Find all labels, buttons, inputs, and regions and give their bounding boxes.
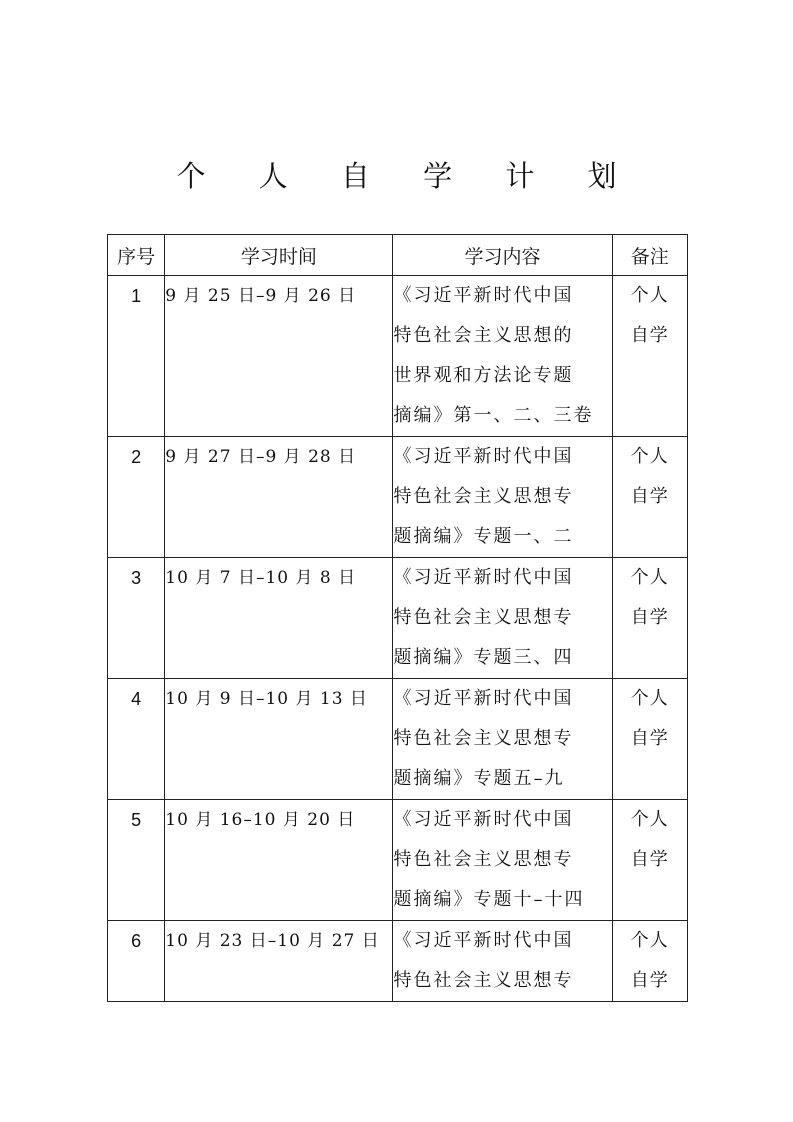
row-note [612,921,687,1002]
note-line: 自学 [630,728,669,749]
note-line: 自学 [630,849,669,870]
content-line: 题摘编》专题一、二 [393,526,574,547]
note-line: 自学 [630,325,669,346]
note-line: 个人 [630,567,669,588]
note-line: 个人 [630,930,669,951]
row-seq: 5 [108,800,165,921]
content-line: 特色社会主义思想的 [393,325,574,346]
table-row [108,800,688,921]
row-content [393,558,612,679]
row-content [393,276,612,437]
content-line: 《习近平新时代中国 [393,688,574,709]
note-line: 自学 [630,486,669,507]
content-line: 特色社会主义思想专 [393,728,574,749]
header-time: 学习时间 [165,235,393,276]
row-seq: 1 [108,276,165,437]
table-row [108,558,688,679]
row-seq: 2 [108,437,165,558]
content-line: 《习近平新时代中国 [393,930,574,951]
note-line: 自学 [630,607,669,628]
row-time: 10 月 16–10 月 20 日 [165,800,393,921]
row-seq: 6 [108,921,165,1002]
row-note [612,800,687,921]
page-title: 个 人 自 学 计 划 [176,159,639,193]
row-time: 9 月 27 日–9 月 28 日 [165,437,393,558]
content-line: 题摘编》专题十–十四 [393,889,585,910]
table-row [108,437,688,558]
row-time: 10 月 23 日–10 月 27 日 [165,921,393,1002]
note-line: 个人 [630,285,669,306]
study-plan-table [107,234,688,1002]
content-line: 题摘编》专题五–九 [393,768,565,789]
header-note: 备注 [612,235,687,276]
row-content [393,921,612,1002]
row-time: 10 月 9 日–10 月 13 日 [165,679,393,800]
row-note [612,437,687,558]
table-row [108,921,688,1002]
row-time: 9 月 25 日–9 月 26 日 [165,276,393,437]
content-line: 特色社会主义思想专 [393,849,574,870]
row-content [393,679,612,800]
content-line: 世界观和方法论专题 [393,365,574,386]
note-line: 个人 [630,446,669,467]
row-time: 10 月 7 日–10 月 8 日 [165,558,393,679]
content-line: 特色社会主义思想专 [393,607,574,628]
header-content: 学习内容 [393,235,612,276]
table-row [108,276,688,437]
note-line: 自学 [630,970,669,991]
row-content [393,437,612,558]
content-line: 特色社会主义思想专 [393,970,574,991]
row-note [612,679,687,800]
content-line: 摘编》第一、二、三卷 [393,405,594,426]
content-line: 《习近平新时代中国 [393,285,574,306]
content-line: 题摘编》专题三、四 [393,647,574,668]
row-note [612,276,687,437]
row-seq: 4 [108,679,165,800]
note-line: 个人 [630,688,669,709]
note-line: 个人 [630,809,669,830]
row-note [612,558,687,679]
content-line: 《习近平新时代中国 [393,567,574,588]
content-line: 《习近平新时代中国 [393,809,574,830]
row-content [393,800,612,921]
table-header-row [108,235,688,276]
table-row [108,679,688,800]
content-line: 特色社会主义思想专 [393,486,574,507]
content-line: 《习近平新时代中国 [393,446,574,467]
row-seq: 3 [108,558,165,679]
header-seq: 序号 [108,235,165,276]
